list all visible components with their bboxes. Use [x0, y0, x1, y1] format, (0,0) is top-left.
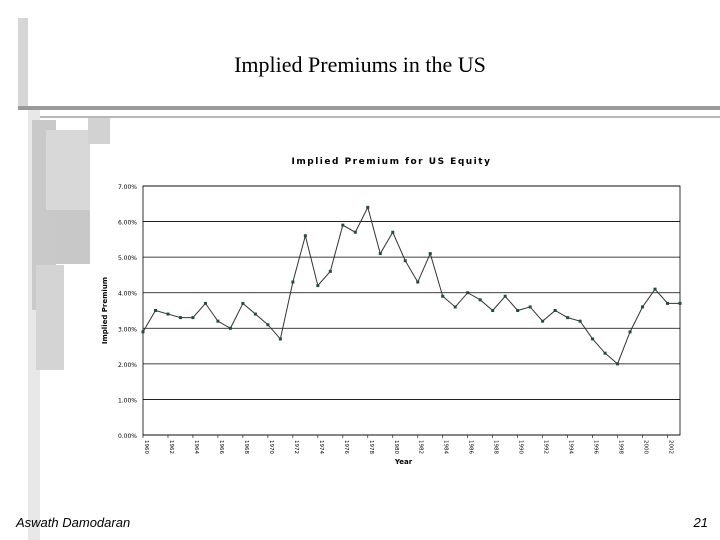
slide-title: Implied Premiums in the US: [234, 52, 486, 77]
y-tick-label: 7.00%: [117, 184, 137, 191]
data-point: [191, 316, 194, 319]
x-tick-label: 1964: [192, 440, 199, 454]
data-point: [616, 362, 619, 365]
data-point: [291, 281, 294, 284]
series-line: [143, 207, 680, 364]
data-point: [391, 231, 394, 234]
x-tick-label: 2002: [667, 440, 674, 454]
data-point: [404, 259, 407, 262]
x-tick-label: 1970: [267, 440, 274, 454]
x-tick-label: 1976: [342, 440, 349, 454]
data-point: [629, 330, 632, 333]
data-point: [566, 316, 569, 319]
implied-premium-chart: [95, 146, 700, 476]
x-tick-label: 1974: [317, 440, 324, 454]
chart-title: Implied Premium for US Equity: [291, 157, 492, 167]
data-point: [604, 352, 607, 355]
data-point: [541, 320, 544, 323]
x-axis-label: Year: [394, 458, 413, 466]
data-point: [504, 295, 507, 298]
data-point: [379, 252, 382, 255]
data-point: [466, 291, 469, 294]
data-point: [204, 302, 207, 305]
x-tick-label: 1980: [392, 440, 399, 454]
data-point: [316, 284, 319, 287]
data-point: [579, 320, 582, 323]
x-tick-label: 2000: [642, 440, 649, 454]
data-point: [591, 337, 594, 340]
decor-bar-7: [88, 118, 110, 144]
x-tick-label: 1984: [442, 440, 449, 454]
author-footer: Aswath Damodaran: [16, 515, 131, 530]
data-point: [491, 309, 494, 312]
y-tick-label: 4.00%: [117, 290, 137, 298]
decor-bar-6: [36, 265, 64, 370]
data-point: [666, 302, 669, 305]
x-tick-label: 1990: [517, 440, 524, 454]
decor-bar-4: [46, 130, 90, 210]
y-tick-label: 1.00%: [117, 397, 137, 405]
data-point: [154, 309, 157, 312]
x-tick-label: 1988: [492, 440, 499, 454]
data-point: [516, 309, 519, 312]
data-point: [416, 281, 419, 284]
data-point: [329, 270, 332, 273]
chart-container: [95, 146, 700, 476]
x-tick-label: 1960: [143, 440, 149, 454]
x-tick-label: 1978: [367, 440, 374, 454]
y-tick-label: 3.00%: [117, 326, 137, 334]
x-tick-label: 1972: [292, 440, 299, 454]
data-point: [654, 288, 657, 291]
y-tick-label: 6.00%: [117, 219, 137, 227]
data-point: [229, 327, 232, 330]
data-point: [554, 309, 557, 312]
decor-bar-5: [56, 210, 90, 264]
data-point: [441, 295, 444, 298]
y-tick-label: 2.00%: [117, 361, 137, 369]
data-point: [454, 305, 457, 308]
x-tick-label: 1994: [567, 440, 574, 454]
data-point: [166, 313, 169, 316]
data-point: [641, 305, 644, 308]
data-point: [341, 224, 344, 227]
x-tick-label: 1992: [542, 440, 549, 454]
page-number: 21: [693, 515, 708, 530]
data-point: [429, 252, 432, 255]
data-point: [679, 302, 682, 305]
title-divider: [18, 106, 720, 110]
data-point: [279, 337, 282, 340]
data-point: [241, 302, 244, 305]
data-point: [304, 234, 307, 237]
title-divider-thin: [40, 116, 720, 118]
data-point: [254, 313, 257, 316]
x-tick-label: 1962: [167, 440, 174, 454]
data-point: [216, 320, 219, 323]
y-tick-label: 5.00%: [117, 255, 137, 263]
data-point: [354, 231, 357, 234]
y-axis-label: Implied Premium: [101, 276, 109, 345]
data-point: [529, 305, 532, 308]
x-tick-label: 1998: [617, 440, 624, 454]
plot-area: [143, 186, 680, 435]
x-tick-label: 1996: [592, 440, 599, 455]
data-point: [179, 316, 182, 319]
x-tick-label: 1968: [242, 440, 249, 454]
x-tick-label: 1982: [417, 440, 424, 454]
x-tick-label: 1966: [217, 440, 224, 454]
data-point: [266, 323, 269, 326]
data-point: [366, 206, 369, 209]
data-point: [479, 298, 482, 301]
y-tick-label: 0.00%: [117, 433, 137, 440]
x-tick-label: 1986: [467, 440, 474, 454]
data-point: [142, 330, 145, 333]
